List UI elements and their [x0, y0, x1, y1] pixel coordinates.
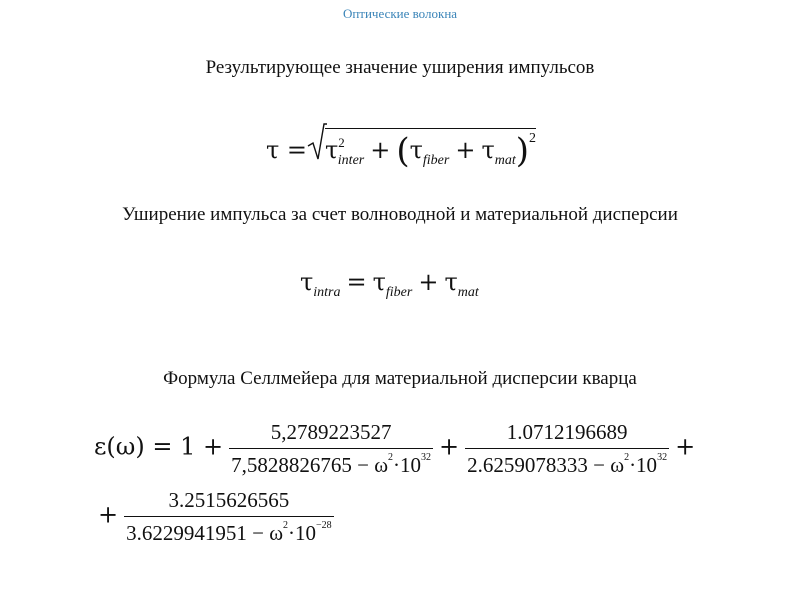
subscript-mat: mat	[457, 285, 479, 300]
sellmeier-formula-line1	[94, 420, 695, 478]
sqrt-expression	[313, 128, 536, 171]
denominator-base: 3.6229941951 − ω	[126, 521, 284, 545]
fraction-term-3	[124, 488, 334, 546]
radical-sign	[307, 122, 327, 162]
subscript-intra: intra	[313, 285, 341, 300]
ten-exponent: 32	[421, 452, 432, 463]
heading-resulting-broadening: Результирующее значение уширения импульсов	[205, 57, 595, 78]
plus-sign: +	[675, 432, 696, 461]
subscript-inter: inter	[337, 153, 365, 168]
ten-exponent: −28	[316, 520, 332, 531]
tau-symbol: τ	[444, 268, 458, 296]
power-of-ten: ·10	[629, 453, 658, 477]
omega-exponent: 2	[283, 520, 289, 531]
plus-sign: +	[439, 432, 460, 461]
denominator	[124, 517, 334, 546]
sellmeier-formula-line2	[98, 488, 334, 546]
heading-sellmeier-formula: Формула Селлмейера для материальной дисперсии кварца	[163, 368, 637, 389]
tau-symbol: τ	[481, 136, 495, 164]
omega-exponent: 2	[624, 452, 630, 463]
plus-sign: +	[370, 136, 391, 164]
power-of-ten: ·10	[393, 453, 422, 477]
power-of-ten: ·10	[288, 521, 317, 545]
radicand	[325, 128, 536, 171]
tau-symbol: τ	[372, 268, 386, 296]
formula1-lhs: τ =	[266, 136, 308, 164]
plus-sign: +	[98, 500, 119, 529]
close-paren: )	[515, 131, 530, 171]
superscript-2: 2	[338, 135, 345, 150]
subscript-fiber: fiber	[385, 285, 413, 300]
formula-total-broadening	[266, 128, 536, 171]
tau-symbol: τ	[325, 136, 339, 164]
omega-exponent: 2	[388, 452, 394, 463]
denominator-base: 7,5828826765 − ω	[231, 453, 389, 477]
heading-waveguide-material-dispersion: Уширение импульса за счет волноводной и материальной дисперсии	[122, 204, 678, 225]
formula-intra-broadening	[300, 268, 479, 301]
tau-symbol: τ	[409, 136, 423, 164]
subscript-mat: mat	[494, 153, 516, 168]
numerator: 1.0712196689	[465, 420, 669, 449]
superscript-2: 2	[529, 131, 537, 146]
subscript-fiber: fiber	[422, 153, 450, 168]
slide-header: Оптические волокна	[342, 6, 458, 21]
plus-sign: +	[418, 268, 439, 296]
denominator	[465, 449, 669, 478]
fraction-term-2	[465, 420, 669, 478]
equals-sign: =	[346, 268, 367, 296]
open-paren: (	[396, 131, 410, 171]
plus-sign: +	[455, 136, 476, 164]
tau-symbol: τ	[300, 268, 314, 296]
ten-exponent: 32	[657, 452, 668, 463]
numerator: 5,2789223527	[229, 420, 433, 449]
denominator-base: 2.6259078333 − ω	[467, 453, 625, 477]
denominator	[229, 449, 433, 478]
epsilon-lhs: ε(ω) = 1 +	[94, 432, 224, 461]
fraction-term-1	[229, 420, 433, 478]
numerator: 3.2515626565	[124, 488, 334, 517]
